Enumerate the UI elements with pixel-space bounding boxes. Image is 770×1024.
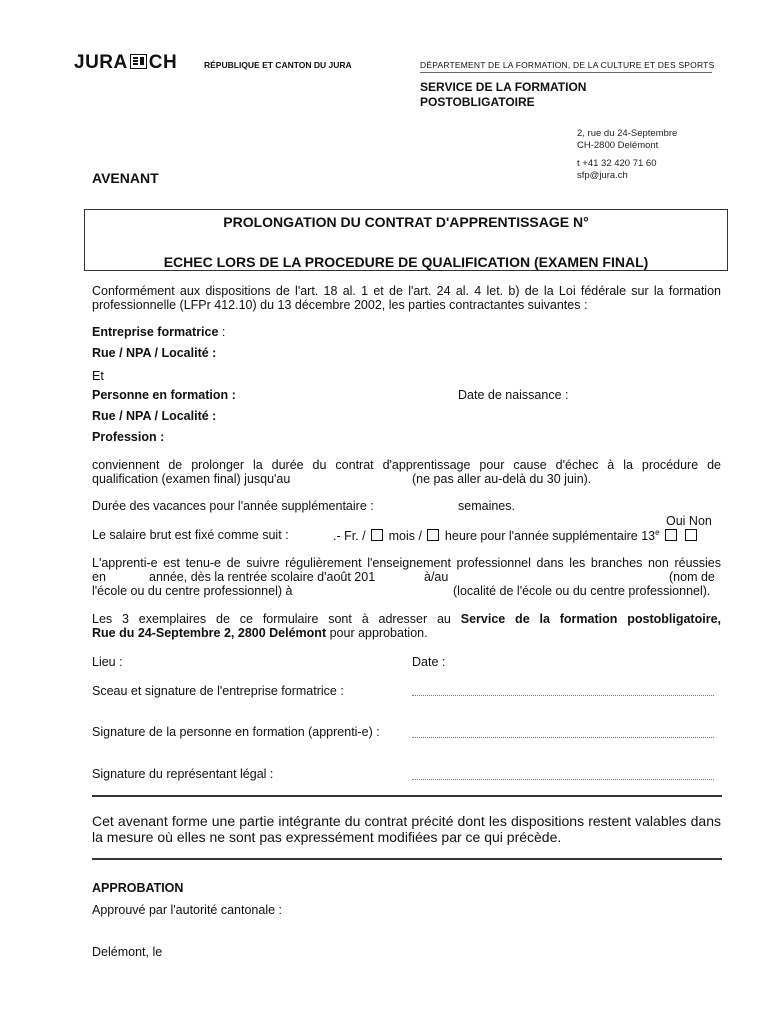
exemplaires-line2: Rue du 24-Septembre 2, 2800 Delémont pour approbation. [92,626,428,640]
oui-non-header: Oui Non [666,514,712,528]
vacances-label: Durée des vacances pour l'année supplémentaire : [92,499,374,513]
et-label: Et [92,369,104,383]
service-title: SERVICE DE LA FORMATION POSTOBLIGATOIRE [420,80,587,109]
conviennent-line1: conviennent de prolonger la durée du contrat d'apprentissage pour cause d'échec à la procédure de [92,458,721,472]
sceau-signature-line[interactable] [412,694,714,696]
jura-logo: JURA CH [74,52,178,73]
exemplaires-line1: Les 3 exemplaires de ce formulaire sont à adresser au Service de la formation postobligatoire, [92,612,721,626]
apprenti-localite: (localité de l'école ou du centre professionnel). [453,584,711,598]
oui-checkbox[interactable] [665,529,677,541]
personne-signature-line[interactable] [412,736,714,738]
entreprise-field[interactable]: Entreprise formatrice : [92,325,226,339]
profession-field[interactable]: Profession : [92,430,165,444]
apprenti-line1: L'apprenti-e est tenu-e de suivre régulièrement l'enseignement professionnel dans les branches non réussies [92,556,721,570]
clause-top-rule [92,795,722,797]
clause-paragraph: Cet avenant forme une partie intégrante du contrat précité dont les dispositions restent valables dans la mesure où elles ne sont pas expressément modifiées par ce qui précède. [92,813,721,845]
canton-label: RÉPUBLIQUE ET CANTON DU JURA [204,60,352,70]
sig-personne-label: Signature de la personne en formation (apprenti-e) : [92,725,380,739]
representant-signature-line[interactable] [412,778,714,780]
rue-field-1[interactable]: Rue / NPA / Localité : [92,346,217,360]
sceau-label: Sceau et signature de l'entreprise formatrice : [92,684,344,698]
mois-checkbox[interactable] [371,529,383,541]
clause-bottom-rule [92,858,722,860]
approuve-label: Approuvé par l'autorité cantonale : [92,903,283,917]
title-echec: ECHEC LORS DE LA PROCEDURE DE QUALIFICATION (EXAMEN FINAL) [163,254,649,270]
rue-field-2[interactable]: Rue / NPA / Localité : [92,409,217,423]
naissance-field[interactable]: Date de naissance : [458,388,569,402]
sig-representant-label: Signature du représentant légal : [92,767,274,781]
conviennent-line3: (ne pas aller au-delà du 30 juin). [412,472,592,486]
non-checkbox[interactable] [685,529,697,541]
salaire-label: Le salaire brut est fixé comme suit : [92,528,289,542]
intro-paragraph: Conformément aux dispositions de l'art. 18 al. 1 et de l'art. 24 al. 4 let. b) de la Loi fédérale sur la formation professionnelle (LFPr 412.10) du 13 décembre 2002, les parties contractantes suivantes : [92,284,721,312]
conviennent-line2: qualification (examen final) jusqu'au [92,472,291,486]
salaire-options: .- Fr. / mois / heure pour l'année supplémentaire 13e [333,528,699,543]
approbation-heading: APPROBATION [92,881,184,895]
department-label: DÉPARTEMENT DE LA FORMATION, DE LA CULTURE ET DES SPORTS [420,60,715,70]
apprenti-nom-de: (nom de [669,570,715,584]
apprenti-annee: année, dès la rentrée scolaire d'août 201 [149,570,376,584]
header-divider [420,72,712,73]
heure-checkbox[interactable] [427,529,439,541]
avenant-heading: AVENANT [92,170,159,186]
date-field[interactable]: Date : [412,655,446,669]
service-address: 2, rue du 24-Septembre CH-2800 Delémont t +41 32 420 71 60 sfp@jura.ch [577,128,678,181]
apprenti-ecole: l'école ou du centre professionnel) à [92,584,293,598]
personne-field[interactable]: Personne en formation : [92,388,236,402]
delemont-label: Delémont, le [92,945,163,959]
title-prolongation: PROLONGATION DU CONTRAT D'APPRENTISSAGE N° [223,214,589,230]
semaines-label: semaines. [458,499,515,513]
apprenti-en: en [92,570,106,584]
jura-flag-icon [130,54,147,69]
apprenti-aau: à/au [424,570,449,584]
lieu-field[interactable]: Lieu : [92,655,123,669]
